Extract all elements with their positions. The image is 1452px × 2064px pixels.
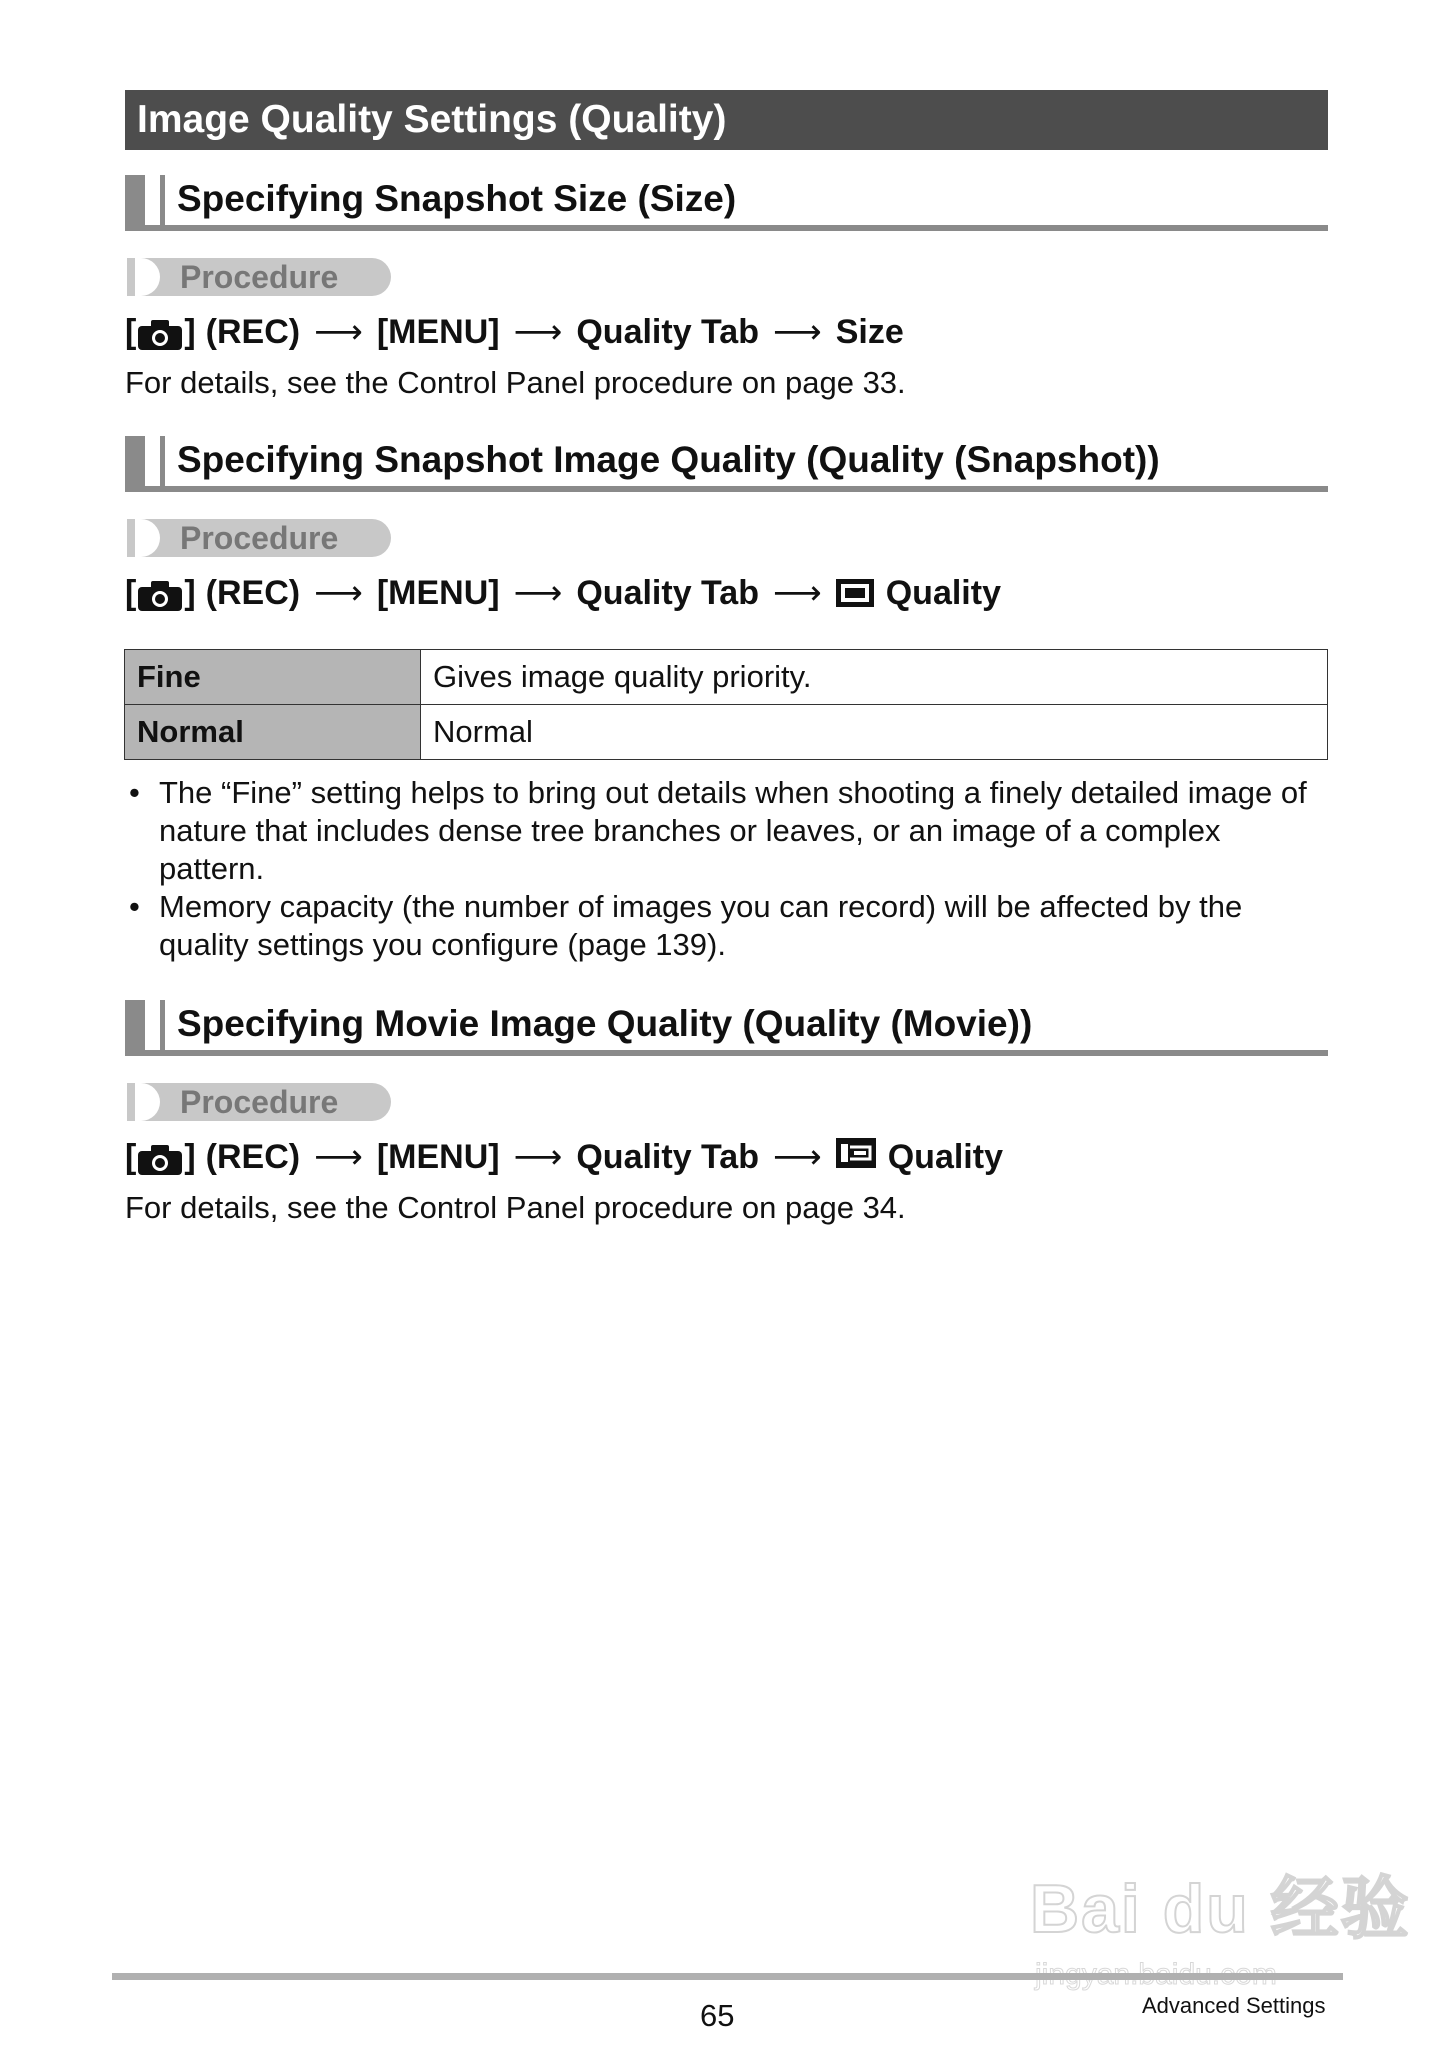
footer-section-label: Advanced Settings <box>1142 1993 1326 2018</box>
note-text: The “Fine” setting helps to bring out details when shooting a finely detailed image of nature that includes dense tree branches or leaves, or an image of a complex pattern. <box>159 775 1307 886</box>
procedure-text: Procedure <box>180 1084 339 1120</box>
arrow-right-icon: ⟶ <box>513 574 563 612</box>
heading-marker <box>160 175 165 231</box>
bracket-open: [ <box>125 574 137 612</box>
quality-table <box>124 649 1328 760</box>
arrow-right-icon: ⟶ <box>772 1138 822 1176</box>
section-heading-snapshot-quality <box>125 436 1328 492</box>
bracket-close: ] <box>184 574 196 612</box>
bracket-close: ] <box>184 313 196 351</box>
heading-rule <box>125 486 1328 492</box>
bullet: • <box>129 775 140 810</box>
menu-path <box>125 571 1001 615</box>
rec-label: (REC) <box>205 313 301 351</box>
setting-name: Fine <box>125 650 421 705</box>
bullet: • <box>129 889 140 924</box>
bracket-open: [ <box>125 1138 137 1176</box>
procedure-label <box>127 258 391 296</box>
target-label: Quality <box>887 1138 1003 1176</box>
heading-marker <box>125 436 145 492</box>
arrow-right-icon: ⟶ <box>772 313 822 351</box>
details-text: For details, see the Control Panel procedure on page 33. <box>125 365 906 400</box>
menu-label: [MENU] <box>376 313 500 351</box>
rec-label: (REC) <box>205 574 301 612</box>
heading-marker <box>160 1000 165 1056</box>
camera-icon <box>138 317 182 347</box>
section-heading-movie-quality <box>125 1000 1328 1056</box>
arrow-right-icon: ⟶ <box>513 1138 563 1176</box>
target-label: Size <box>835 313 904 351</box>
section-heading-text: Specifying Snapshot Size (Size) <box>177 178 737 219</box>
arrow-right-icon: ⟶ <box>314 1138 363 1176</box>
target-label: Quality <box>885 574 1001 612</box>
procedure-text: Procedure <box>180 259 339 295</box>
list-item <box>125 774 1330 888</box>
notes-list <box>125 774 1330 964</box>
table-row <box>125 705 1328 760</box>
tab-label: Quality Tab <box>576 1138 759 1176</box>
section-heading-text: Specifying Snapshot Image Quality (Quality (Snapshot)) <box>177 439 1160 480</box>
tab-label: Quality Tab <box>576 313 759 351</box>
heading-marker <box>125 175 145 231</box>
details-text: For details, see the Control Panel procedure on page 34. <box>125 1190 906 1225</box>
camera-icon <box>138 1142 182 1172</box>
section-heading-text: Specifying Movie Image Quality (Quality (Movie)) <box>177 1003 1033 1044</box>
heading-rule <box>125 225 1328 231</box>
heading-marker <box>160 436 165 492</box>
footer-rule <box>112 1973 1343 1980</box>
menu-path <box>125 310 904 354</box>
page-title: Image Quality Settings (Quality) <box>125 90 1328 150</box>
snapshot-quality-icon <box>836 579 874 607</box>
arrow-right-icon: ⟶ <box>314 313 363 351</box>
setting-description: Gives image quality priority. <box>421 650 1328 705</box>
movie-quality-icon <box>836 1135 876 1179</box>
arrow-right-icon: ⟶ <box>772 574 822 612</box>
bracket-close: ] <box>184 1138 196 1176</box>
arrow-right-icon: ⟶ <box>513 313 563 351</box>
arrow-right-icon: ⟶ <box>314 574 363 612</box>
procedure-label <box>127 1083 391 1121</box>
rec-label: (REC) <box>205 1138 301 1176</box>
menu-path <box>125 1135 1003 1179</box>
procedure-text: Procedure <box>180 520 339 556</box>
procedure-label <box>127 519 391 557</box>
bracket-open: [ <box>125 313 137 351</box>
section-heading-size <box>125 175 1328 231</box>
menu-label: [MENU] <box>376 574 500 612</box>
setting-description: Normal <box>421 705 1328 760</box>
page-number: 65 <box>700 1998 735 2033</box>
watermark-logo: Bai du 经验 <box>1030 1871 1411 1947</box>
note-text: Memory capacity (the number of images you can record) will be affected by the quality settings you configure (page 139). <box>159 889 1243 962</box>
menu-label: [MENU] <box>376 1138 500 1176</box>
tab-label: Quality Tab <box>576 574 759 612</box>
heading-marker <box>125 1000 145 1056</box>
setting-name: Normal <box>125 705 421 760</box>
camera-icon <box>138 578 182 608</box>
list-item <box>125 888 1330 964</box>
table-row <box>125 650 1328 705</box>
heading-rule <box>125 1050 1328 1056</box>
